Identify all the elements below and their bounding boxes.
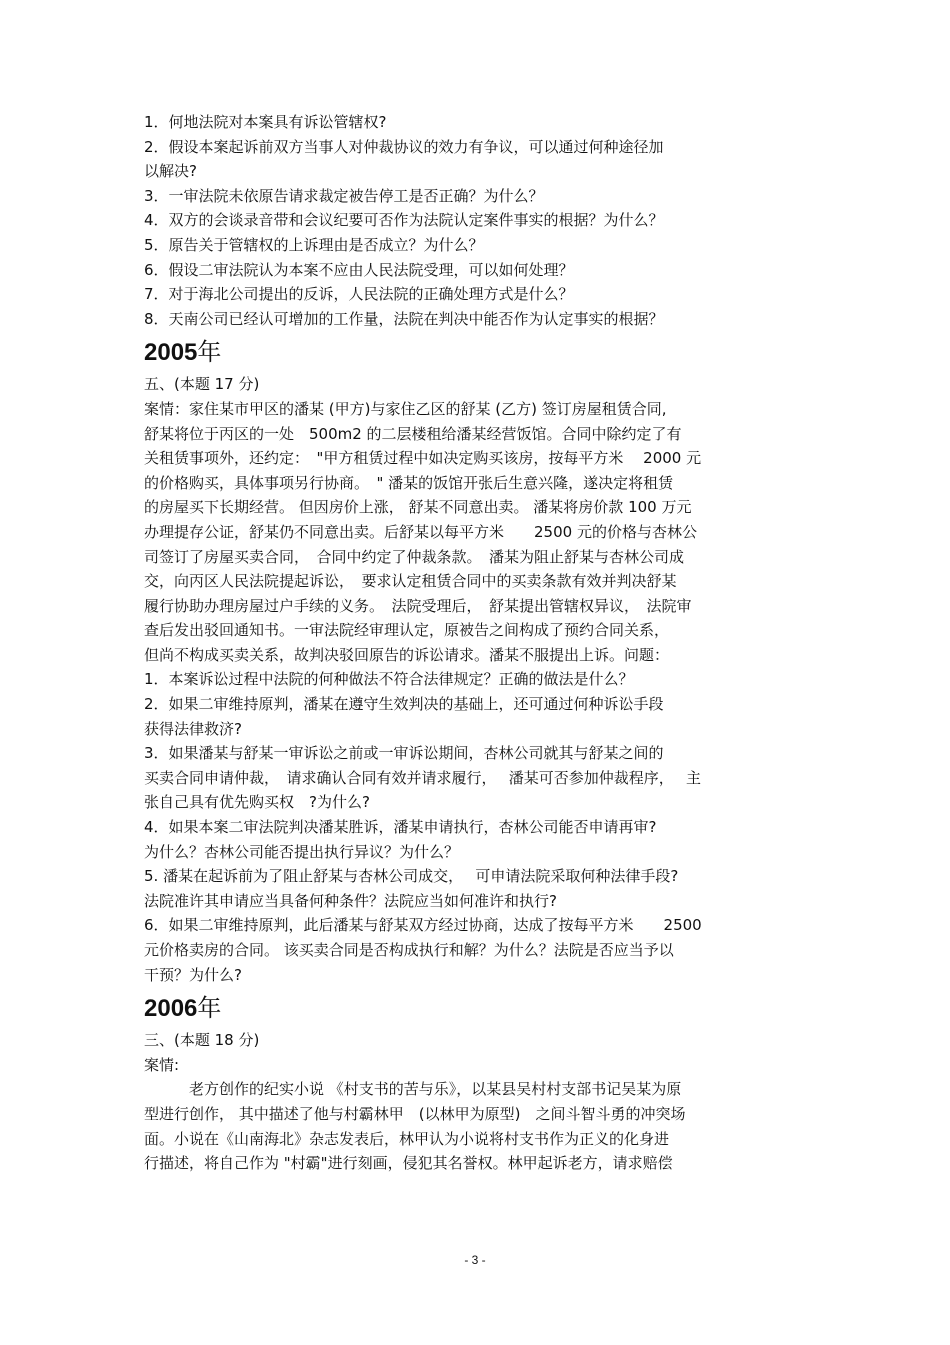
year-char: 年 — [197, 338, 222, 367]
text-line: 查后发出驳回通知书。一审法院经审理认定，原被告之间构成了预约合同关系， — [144, 621, 670, 640]
question-line: 1．何地法院对本案具有诉讼管辖权? — [144, 113, 387, 131]
text-line: 元价格卖房的合同。 该买卖合同是否构成执行和解？为什么？法院是否应当予以 — [144, 941, 674, 959]
text-line: 3．如果潘某与舒某一审诉讼之前或一审诉讼期间，杏林公司就其与舒某之间的 — [144, 744, 664, 763]
year-heading-2005 — [144, 337, 812, 368]
text-line: 干预？为什么? — [144, 965, 242, 984]
year-char: 年 — [197, 994, 222, 1023]
text-line: 舒某将位于丙区的一处 500m2 的二层楼租给潘某经营饭馆。合同中除约定了有 — [144, 424, 682, 443]
text-line: 面。小说在《山南海北》杂志发表后，林甲认为小说将村支书作为正义的化身进 — [144, 1129, 670, 1148]
text-line: 办理提存公证，舒某仍不同意出卖。后舒某以每平方米 2500 元的价格与杏林公 — [144, 522, 697, 541]
text-line: 五、(本题 17 分) — [144, 375, 260, 394]
year-number: 2006 — [144, 995, 198, 1023]
text-line: 案情: — [144, 1055, 180, 1074]
year-heading-2006 — [144, 993, 812, 1024]
page-number: - 3 - — [464, 1253, 486, 1267]
document-page — [144, 110, 812, 1176]
text-line: 2．如果二审维持原判，潘某在遵守生效判决的基础上，还可通过何种诉讼手段 — [144, 695, 664, 714]
text-line: 获得法律救济? — [144, 719, 242, 738]
question-line: 以解决? — [144, 162, 197, 181]
text-line: 履行协助办理房屋过户手续的义务。 法院受理后， 舒某提出管辖权异议， 法院审 — [144, 596, 692, 615]
question-line: 4．双方的会谈录音带和会议纪要可否作为法院认定案件事实的根据？为什么？ — [144, 211, 664, 230]
question-list — [144, 110, 812, 331]
question-line: 6．假设二审法院认为本案不应由人民法院受理，可以如何处理？ — [144, 260, 574, 279]
section-2006-body — [144, 1028, 812, 1176]
text-line: 4．如果本案二审法院判决潘某胜诉，潘某申请执行，杏林公司能否申请再审? — [144, 818, 657, 837]
question-line: 8．天南公司已经认可增加的工作量，法院在判决中能否作为认定事实的根据？ — [144, 309, 664, 328]
text-line: 司签订了房屋买卖合同， 合同中约定了仲裁条款。 潘某为阻止舒某与杏林公司成 — [144, 547, 685, 566]
text-line: 行描述，将自己作为 "村霸"进行刻画，侵犯其名誉权。林甲起诉老方，请求赔偿 — [144, 1154, 673, 1173]
section-2005-body — [144, 372, 812, 987]
text-line: 6．如果二审维持原判，此后潘某与舒某双方经过协商，达成了按每平方米 2500 — [144, 916, 702, 935]
text-line: 的价格购买，具体事项另行协商。 " 潘某的饭馆开张后生意兴隆，遂决定将租赁 — [144, 473, 674, 492]
text-line: 关租赁事项外，还约定： "甲方租赁过程中如决定购买该房，按每平方米 2000 元 — [144, 449, 702, 468]
question-line: 5．原告关于管辖权的上诉理由是否成立？为什么？ — [144, 235, 484, 254]
question-line: 3．一审法院未依原告请求裁定被告停工是否正确？为什么？ — [144, 186, 544, 205]
question-line: 2．假设本案起诉前双方当事人对仲裁协议的效力有争议，可以通过何种途径加 — [144, 137, 664, 156]
year-number: 2005 — [144, 339, 198, 367]
text-line: 案情：家住某市甲区的潘某 (甲方)与家住乙区的舒某 (乙方) 签订房屋租赁合同, — [144, 399, 667, 418]
text-line: 法院准许其申请应当具备何种条件？法院应当如何准许和执行? — [144, 891, 557, 910]
text-line: 为什么？杏林公司能否提出执行异议？为什么？ — [144, 842, 460, 861]
text-line: 5. 潘某在起诉前为了阻止舒某与杏林公司成交， 可申请法院采取何种法律手段? — [144, 867, 679, 886]
text-line: 张自己具有优先购买权 ?为什么? — [144, 793, 370, 812]
text-line: 但尚不构成买卖关系，故判决驳回原告的诉讼请求。潘某不服提出上诉。问题： — [144, 645, 670, 664]
text-line: 1．本案诉讼过程中法院的何种做法不符合法律规定？正确的做法是什么？ — [144, 670, 634, 689]
text-line: 三、(本题 18 分) — [144, 1031, 260, 1050]
text-line: 交，向丙区人民法院提起诉讼， 要求认定租赁合同中的买卖条款有效并判决舒某 — [144, 572, 677, 591]
text-line: 型进行创作， 其中描述了他与村霸林甲 (以林甲为原型) 之间斗智斗勇的冲突场 — [144, 1104, 686, 1123]
question-line: 7．对于海北公司提出的反诉，人民法院的正确处理方式是什么？ — [144, 285, 574, 304]
text-line: 买卖合同申请仲裁， 请求确认合同有效并请求履行， 潘某可否参加仲裁程序， 主 — [144, 768, 702, 787]
text-line: 的房屋买下长期经营。 但因房价上涨， 舒某不同意出卖。 潘某将房价款 100 万元 — [144, 498, 692, 517]
paragraph-first-line: 老方创作的纪实小说 《村支书的苦与乐》，以某县吴村村支部书记吴某为原 — [189, 1080, 682, 1099]
